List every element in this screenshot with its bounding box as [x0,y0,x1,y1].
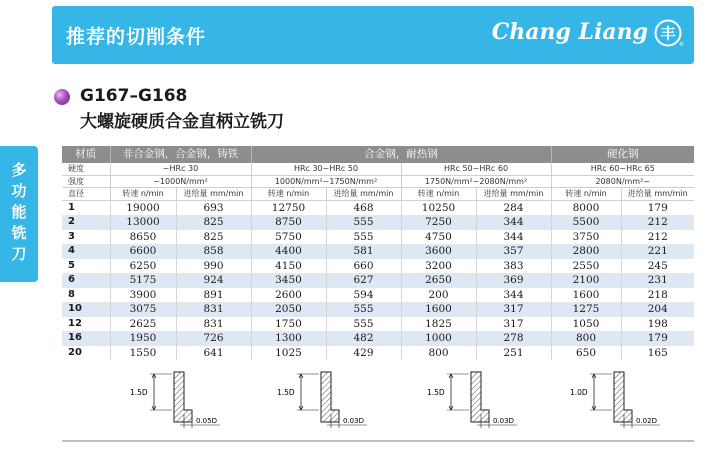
speed-cell: 1950 [110,331,176,346]
feed-cell: 858 [176,244,251,259]
speed-cell: 1025 [251,346,326,361]
table-header-row [62,146,694,163]
feed-cell: 344 [476,230,551,245]
hardness-row [62,163,694,175]
feed-cell: 317 [476,302,551,317]
feed-cell: 344 [476,215,551,230]
speed-cell: 800 [551,331,621,346]
feed-cell: 555 [326,215,401,230]
feed-cell: 369 [476,273,551,288]
diameter-cell: 3 [62,230,110,245]
feed-cell: 204 [621,302,694,317]
feed-cell: 581 [326,244,401,259]
feed-cell: 831 [176,302,251,317]
table-row [62,346,694,361]
feed-cell: 924 [176,273,251,288]
diameter-cell: 2 [62,215,110,230]
brand-name: Chang Liang [491,19,648,45]
feed-cell: 212 [621,215,694,230]
strength-row [62,175,694,188]
cutting-depth-diagram [275,368,395,432]
header-group-hardened: 硬化钢 [551,146,694,163]
table-row [62,331,694,346]
feed-cell: 990 [176,259,251,274]
product-model: G167–G168 [80,86,188,106]
side-category-char: 功 [11,182,27,200]
bullet-icon [54,89,70,105]
table-row [62,273,694,288]
speed-cell: 2600 [251,288,326,303]
speed-cell: 3600 [401,244,476,259]
feed-cell: 641 [176,346,251,361]
speed-cell: 13000 [110,215,176,230]
side-category-char: 刀 [11,245,27,263]
feed-cell: 383 [476,259,551,274]
feed-cell: 555 [326,302,401,317]
speed-cell: 5500 [551,215,621,230]
feed-unit-label: 进给量 mm/min [326,188,401,201]
width-label: 0.05D [196,417,217,425]
depth-label: 1.0D [570,388,588,397]
table-row [62,244,694,259]
cutting-depth-diagram [425,368,545,432]
side-category-char: 能 [11,203,27,221]
table-row [62,302,694,317]
strength-value: 2080N/mm²~ [551,175,694,188]
speed-unit-label: 转速 n/min [251,188,326,201]
feed-cell: 212 [621,230,694,245]
feed-cell: 594 [326,288,401,303]
side-category-char: 多 [11,161,27,179]
speed-cell: 1825 [401,317,476,332]
table-row [62,200,694,215]
width-label: 0.03D [493,417,514,425]
strength-label: 强度 [62,175,110,188]
speed-cell: 12750 [251,200,326,215]
side-category-label [0,160,38,265]
feed-cell: 165 [621,346,694,361]
feed-cell: 231 [621,273,694,288]
speed-cell: 1600 [401,302,476,317]
feed-unit-label: 进给量 mm/min [176,188,251,201]
speed-unit-label: 转速 n/min [551,188,621,201]
table-row [62,259,694,274]
page-title: 推荐的切削条件 [66,26,207,48]
speed-cell: 3075 [110,302,176,317]
diameter-cell: 10 [62,302,110,317]
hardness-value: HRc 30~HRc 50 [251,163,401,175]
speed-cell: 5750 [251,230,326,245]
speed-cell: 3200 [401,259,476,274]
feed-cell: 278 [476,331,551,346]
speed-cell: 5175 [110,273,176,288]
table-row [62,317,694,332]
feed-cell: 693 [176,200,251,215]
speed-cell: 2550 [551,259,621,274]
feed-cell: 245 [621,259,694,274]
hardness-value: HRc 60~HRc 65 [551,163,694,175]
feed-cell: 726 [176,331,251,346]
product-description: 大螺旋硬质合金直柄立铣刀 [80,112,284,132]
speed-unit-label: 转速 n/min [401,188,476,201]
width-label: 0.03D [343,417,364,425]
feed-cell: 891 [176,288,251,303]
speed-cell: 7250 [401,215,476,230]
speed-cell: 1000 [401,331,476,346]
header-group-alloy: 合金钢，耐热钢 [251,146,551,163]
table-row [62,230,694,245]
brand-logo-glyph: 丰 [660,24,676,43]
side-category-tab [0,146,38,282]
diameter-cell: 6 [62,273,110,288]
hardness-label: 硬度 [62,163,110,175]
table-body [62,200,694,360]
diameter-cell: 8 [62,288,110,303]
feed-cell: 284 [476,200,551,215]
table-row [62,215,694,230]
feed-cell: 357 [476,244,551,259]
feed-cell: 555 [326,317,401,332]
diameter-cell: 4 [62,244,110,259]
speed-cell: 2050 [251,302,326,317]
feed-cell: 251 [476,346,551,361]
feed-cell: 468 [326,200,401,215]
cutting-conditions-table [62,146,694,360]
speed-cell: 1600 [551,288,621,303]
header-group-unalloyed: 非合金钢，合金钢，铸铁 [110,146,251,163]
speed-cell: 2100 [551,273,621,288]
diameter-label: 直径 [62,188,110,201]
feed-cell: 482 [326,331,401,346]
table-row [62,288,694,303]
speed-cell: 10250 [401,200,476,215]
speed-cell: 1750 [251,317,326,332]
feed-cell: 825 [176,230,251,245]
speed-cell: 4150 [251,259,326,274]
speed-unit-label: 转速 n/min [110,188,176,201]
speed-cell: 8650 [110,230,176,245]
brand-logo-icon [654,18,684,48]
hardness-value: ~HRc 30 [110,163,251,175]
units-row [62,188,694,201]
feed-cell: 344 [476,288,551,303]
cutting-depth-diagram [568,368,688,432]
speed-cell: 650 [551,346,621,361]
speed-cell: 3750 [551,230,621,245]
feed-unit-label: 进给量 mm/min [476,188,551,201]
diameter-cell: 1 [62,200,110,215]
speed-cell: 2800 [551,244,621,259]
side-category-char: 铣 [11,224,27,242]
feed-cell: 198 [621,317,694,332]
speed-cell: 1050 [551,317,621,332]
width-label: 0.02D [636,417,657,425]
speed-cell: 2625 [110,317,176,332]
speed-cell: 3450 [251,273,326,288]
strength-value: 1750N/mm²~2080N/mm² [401,175,551,188]
feed-cell: 317 [476,317,551,332]
speed-cell: 4750 [401,230,476,245]
feed-cell: 179 [621,200,694,215]
feed-cell: 179 [621,331,694,346]
bottom-divider [62,440,694,442]
feed-cell: 660 [326,259,401,274]
strength-value: 1000N/mm²~1750N/mm² [251,175,401,188]
feed-cell: 221 [621,244,694,259]
svg-text:®: ® [679,42,684,48]
diameter-cell: 16 [62,331,110,346]
speed-cell: 8000 [551,200,621,215]
feed-cell: 218 [621,288,694,303]
feed-unit-label: 进给量 mm/min [621,188,694,201]
speed-cell: 1300 [251,331,326,346]
speed-cell: 1275 [551,302,621,317]
speed-cell: 8750 [251,215,326,230]
speed-cell: 6250 [110,259,176,274]
strength-value: ~1000N/mm² [110,175,251,188]
header-banner [52,6,694,64]
cutting-depth-diagram [128,368,248,432]
diameter-cell: 5 [62,259,110,274]
speed-cell: 2650 [401,273,476,288]
speed-cell: 4400 [251,244,326,259]
diameter-cell: 12 [62,317,110,332]
diameter-cell: 20 [62,346,110,361]
speed-cell: 6600 [110,244,176,259]
feed-cell: 825 [176,215,251,230]
header-material: 材质 [62,146,110,163]
speed-cell: 19000 [110,200,176,215]
speed-cell: 800 [401,346,476,361]
feed-cell: 627 [326,273,401,288]
depth-label: 1.5D [277,388,295,397]
hardness-value: HRc 50~HRc 60 [401,163,551,175]
depth-label: 1.5D [427,388,445,397]
speed-cell: 3900 [110,288,176,303]
speed-cell: 200 [401,288,476,303]
feed-cell: 831 [176,317,251,332]
speed-cell: 1550 [110,346,176,361]
depth-label: 1.5D [130,388,148,397]
feed-cell: 429 [326,346,401,361]
feed-cell: 555 [326,230,401,245]
